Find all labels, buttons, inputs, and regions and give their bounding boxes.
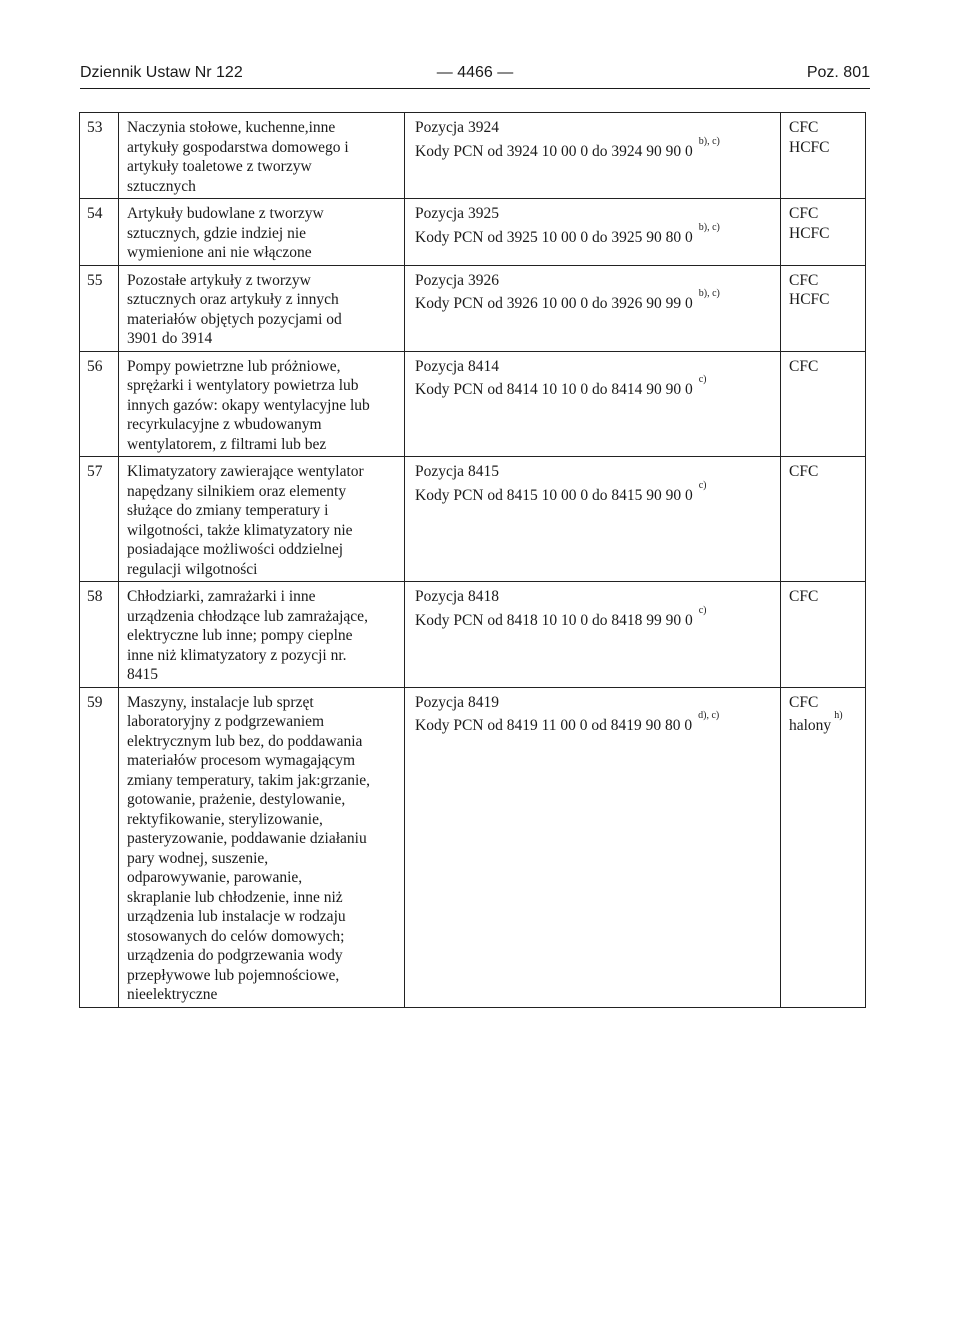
substance-line bbox=[789, 290, 859, 310]
position-label: Pozycja 8418 bbox=[415, 588, 499, 605]
description-line: laboratoryjny z podgrzewaniem bbox=[127, 713, 325, 730]
description-line: posiadające możliwości oddzielnej bbox=[127, 541, 344, 558]
description-line: sztucznych bbox=[127, 177, 196, 195]
substances bbox=[781, 457, 866, 582]
codes-line bbox=[415, 712, 774, 736]
product-description bbox=[119, 582, 405, 688]
row-number: 55 bbox=[80, 265, 119, 351]
position-label: Pozycja 8415 bbox=[415, 463, 499, 480]
substance-line bbox=[789, 118, 859, 138]
description-line: pary wodnej, suszenie, bbox=[127, 849, 269, 867]
description-line: urządzenia lub instalacje w rodzaju bbox=[127, 908, 346, 925]
codes-footnote: b), c) bbox=[698, 221, 720, 233]
substance-name: CFC bbox=[789, 463, 819, 480]
description-line: recyrkulacyjne z wbudowanym bbox=[127, 416, 322, 433]
product-description bbox=[119, 457, 405, 582]
position-label: Pozycja 3925 bbox=[415, 205, 499, 222]
substance-line bbox=[789, 587, 859, 607]
journal-title: Dziennik Ustaw Nr 122 bbox=[80, 64, 243, 81]
description-line: wilgotności, także klimatyzatory nie bbox=[127, 521, 353, 539]
codes-line bbox=[415, 604, 774, 631]
description-line: służące do zmiany temperatury i bbox=[127, 502, 329, 519]
product-description bbox=[119, 265, 405, 351]
substance-line bbox=[789, 693, 859, 713]
codes-footnote: d), c) bbox=[698, 710, 720, 721]
position-label: Pozycja 8414 bbox=[415, 357, 499, 375]
description-line: 3901 do 3914 bbox=[127, 330, 213, 347]
description-line: elektrycznym lub bez, do poddawania bbox=[127, 732, 363, 750]
description-line: materiałów procesom wymagającym bbox=[127, 752, 356, 769]
description-line: Naczynia stołowe, kuchenne,inne bbox=[127, 119, 336, 136]
position-label: Pozycja 8419 bbox=[415, 693, 499, 711]
substance-name: HCFC bbox=[789, 291, 830, 308]
table-row bbox=[80, 351, 866, 457]
description-line: sztucznych, gdzie indziej nie bbox=[127, 224, 307, 242]
product-description bbox=[119, 113, 405, 199]
codes-footnote: c) bbox=[698, 374, 707, 385]
codes-footnote: b), c) bbox=[698, 288, 720, 299]
description-line: Pompy powietrzne lub próżniowe, bbox=[127, 357, 341, 375]
codes-footnote: b), c) bbox=[698, 135, 720, 147]
customs-codes bbox=[405, 351, 781, 457]
substance-line bbox=[789, 712, 859, 736]
codes-line bbox=[415, 479, 774, 506]
customs-codes bbox=[405, 265, 781, 351]
table-row bbox=[80, 113, 866, 199]
substances bbox=[781, 113, 866, 199]
header-rule bbox=[80, 88, 870, 89]
substance-name: CFC bbox=[789, 357, 819, 375]
codes-range: Kody PCN od 8414 10 10 0 do 8414 90 90 0 bbox=[415, 381, 693, 399]
description-line: Chłodziarki, zamrażarki i inne bbox=[127, 588, 316, 605]
substance-line bbox=[789, 204, 859, 224]
substance-name: CFC bbox=[789, 119, 819, 136]
description-line: Artykuły budowlane z tworzyw bbox=[127, 205, 324, 222]
table-row bbox=[80, 265, 866, 351]
codes-range: Kody PCN od 8415 10 00 0 do 8415 90 90 0 bbox=[415, 486, 693, 504]
substance-name: CFC bbox=[789, 588, 819, 605]
page-number: — 4466 — bbox=[436, 64, 514, 81]
codes-line bbox=[415, 135, 774, 162]
substances bbox=[781, 687, 866, 1007]
row-number: 53 bbox=[80, 113, 119, 199]
substance-name: CFC bbox=[789, 271, 819, 289]
table-row bbox=[80, 199, 866, 266]
product-description bbox=[119, 687, 405, 1007]
description-line: innych gazów: okapy wentylacyjne lub bbox=[127, 396, 370, 414]
description-line: Maszyny, instalacje lub sprzęt bbox=[127, 693, 314, 711]
description-line: regulacji wilgotności bbox=[127, 560, 258, 578]
description-line: rektyfikowanie, sterylizowanie, bbox=[127, 810, 323, 828]
description-line: artykuły gospodarstwa domowego i bbox=[127, 138, 349, 156]
description-line: 8415 bbox=[127, 666, 158, 683]
description-line: materiałów objętych pozycjami od bbox=[127, 310, 342, 328]
description-line: nieelektryczne bbox=[127, 986, 218, 1003]
row-number: 54 bbox=[80, 199, 119, 266]
customs-codes bbox=[405, 687, 781, 1007]
description-line: pasteryzowanie, poddawanie działaniu bbox=[127, 830, 367, 847]
description-line: skraplanie lub chłodzenie, inne niż bbox=[127, 888, 343, 906]
codes-line bbox=[415, 221, 774, 248]
table-body bbox=[80, 113, 866, 1008]
description-line: Klimatyzatory zawierające wentylator bbox=[127, 463, 364, 480]
description-line: Pozostałe artykuły z tworzyw bbox=[127, 271, 311, 289]
description-line: wymienione ani nie włączone bbox=[127, 244, 312, 261]
description-line: elektryczne lub inne; pompy cieplne bbox=[127, 627, 353, 644]
substances bbox=[781, 265, 866, 351]
description-line: sztucznych oraz artykuły z innych bbox=[127, 291, 339, 308]
substance-line bbox=[789, 138, 859, 158]
description-line: odparowywanie, parowanie, bbox=[127, 869, 303, 886]
description-line: napędzany silnikiem oraz elementy bbox=[127, 482, 347, 500]
substance-footnote: h) bbox=[834, 710, 843, 721]
position-number: Poz. 801 bbox=[806, 64, 870, 81]
substance-name: HCFC bbox=[789, 138, 830, 156]
substances bbox=[781, 199, 866, 266]
customs-codes bbox=[405, 199, 781, 266]
description-line: sprężarki i wentylatory powietrza lub bbox=[127, 377, 359, 394]
codes-line bbox=[415, 376, 774, 400]
description-line: artykuły toaletowe z tworzyw bbox=[127, 158, 312, 175]
codes-range: Kody PCN od 8419 11 00 0 od 8419 90 80 0 bbox=[415, 717, 693, 735]
position-label: Pozycja 3926 bbox=[415, 271, 499, 289]
description-line: stosowanych do celów domowych; bbox=[127, 927, 345, 945]
codes-line bbox=[415, 290, 774, 314]
substance-name: HCFC bbox=[789, 224, 830, 242]
codes-footnote: c) bbox=[698, 479, 707, 491]
substance-line bbox=[789, 271, 859, 291]
description-line: urządzenia do podgrzewania wody bbox=[127, 947, 343, 964]
codes-footnote: c) bbox=[698, 604, 707, 616]
substance-line bbox=[789, 224, 859, 244]
substance-line bbox=[789, 357, 859, 377]
table-row bbox=[80, 687, 866, 1007]
substances bbox=[781, 351, 866, 457]
product-description bbox=[119, 199, 405, 266]
substances bbox=[781, 582, 866, 688]
table-row bbox=[80, 582, 866, 688]
description-line: inne niż klimatyzatory z pozycji nr. bbox=[127, 646, 347, 664]
position-label: Pozycja 3924 bbox=[415, 119, 499, 136]
row-number: 58 bbox=[80, 582, 119, 688]
substance-line bbox=[789, 462, 859, 482]
description-line: przepływowe lub pojemnościowe, bbox=[127, 966, 340, 984]
description-line: urządzenia chłodzące lub zamrażające, bbox=[127, 607, 368, 625]
substance-name: CFC bbox=[789, 205, 819, 222]
row-number: 57 bbox=[80, 457, 119, 582]
substances-table bbox=[79, 112, 866, 1008]
codes-range: Kody PCN od 8418 10 10 0 do 8418 99 90 0 bbox=[415, 611, 693, 629]
codes-range: Kody PCN od 3926 10 00 0 do 3926 90 99 0 bbox=[415, 295, 693, 313]
customs-codes bbox=[405, 582, 781, 688]
row-number: 59 bbox=[80, 687, 119, 1007]
substance-name: CFC bbox=[789, 693, 819, 711]
page-header bbox=[80, 64, 870, 86]
description-line: wentylatorem, z filtrami lub bez bbox=[127, 435, 327, 453]
codes-range: Kody PCN od 3925 10 00 0 do 3925 90 80 0 bbox=[415, 228, 693, 246]
product-description bbox=[119, 351, 405, 457]
customs-codes bbox=[405, 113, 781, 199]
substance-name: halony bbox=[789, 717, 832, 735]
row-number: 56 bbox=[80, 351, 119, 457]
codes-range: Kody PCN od 3924 10 00 0 do 3924 90 90 0 bbox=[415, 142, 693, 160]
customs-codes bbox=[405, 457, 781, 582]
description-line: zmiany temperatury, takim jak:grzanie, bbox=[127, 771, 371, 789]
table-row bbox=[80, 457, 866, 582]
description-line: gotowanie, prażenie, destylowanie, bbox=[127, 791, 346, 808]
